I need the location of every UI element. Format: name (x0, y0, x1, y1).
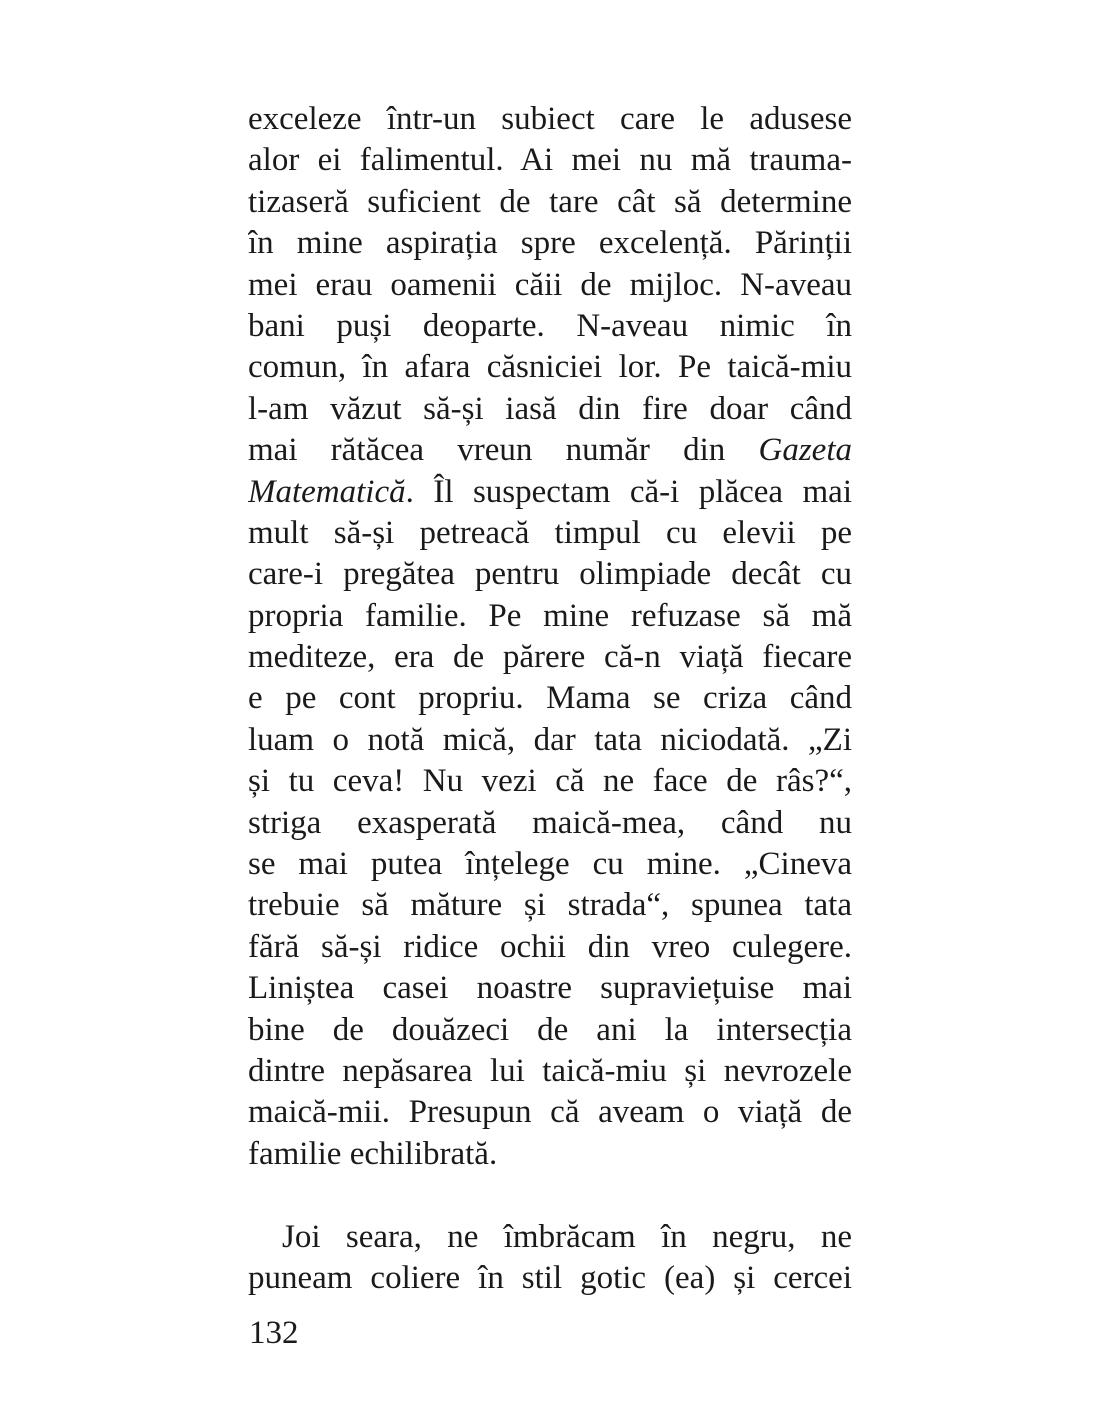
text-line (248, 637, 852, 678)
paragraph (248, 99, 852, 1175)
body-text: striga exasperată maică-mea, când nu (248, 804, 852, 841)
text-line (248, 844, 852, 885)
text-line (248, 140, 852, 181)
body-text: exceleze într-un subiect care le adusese (248, 101, 852, 137)
body-text: mai rătăcea vreun număr din (248, 432, 759, 469)
body-text: alor ei falimentul. Ai mei nu mă trauma- (248, 142, 852, 179)
text-line (248, 554, 852, 595)
body-text: l-am văzut să-și iasă din fire doar când (248, 390, 852, 427)
text-line (248, 430, 852, 471)
body-text: puneam coliere în stil gotic (ea) și cercei (248, 1259, 852, 1296)
body-text: familie echilibrată. (248, 1135, 498, 1172)
text-line (248, 761, 852, 802)
paragraph (248, 1217, 852, 1300)
body-text: în mine aspirația spre excelență. Părinții (248, 225, 852, 262)
page-number: 132 (249, 1315, 299, 1351)
body-text: fără să-și ridice ochii din vreo culegere. (248, 928, 852, 965)
page-text (248, 99, 852, 1299)
body-text: care-i pregătea pentru olimpiade decât cu (248, 556, 852, 593)
body-text: dintre nepăsarea lui taică-miu și nevrozele (248, 1052, 852, 1089)
text-line (248, 1051, 852, 1092)
text-line (248, 596, 852, 637)
text-line (248, 1134, 852, 1175)
text-line (248, 347, 852, 388)
text-line (248, 389, 852, 430)
body-text: e pe cont propriu. Mama se criza când (248, 680, 852, 717)
text-line (248, 927, 852, 968)
body-text: se mai putea înțelege cu mine. „Cineva (248, 846, 852, 883)
body-text: propria familie. Pe mine refuzase să mă (248, 597, 852, 634)
text-line (248, 99, 852, 140)
body-text: comun, în afara căsniciei lor. Pe taică-miu (248, 349, 852, 386)
text-line (248, 968, 852, 1009)
body-text: . Îl suspectam că-i plăcea mai (405, 473, 852, 510)
italic-text: Gazeta (758, 432, 852, 469)
body-text: mult să-și petreacă timpul cu elevii pe (248, 514, 852, 551)
body-text: mediteze, era de părere că-n viață fiecare (248, 639, 852, 676)
text-line (248, 885, 852, 926)
text-line (248, 720, 852, 761)
text-line (248, 1217, 852, 1258)
body-text: luam o notă mică, dar tata niciodată. „Zi (248, 721, 852, 758)
body-text: tizaseră suficient de tare cât să determine (248, 183, 852, 220)
text-line (248, 472, 852, 513)
text-line (248, 306, 852, 347)
text-line (248, 678, 852, 719)
text-line (248, 223, 852, 264)
italic-text: Matematică (248, 473, 406, 510)
text-line (248, 1092, 852, 1133)
text-line (248, 1010, 852, 1051)
text-line (248, 513, 852, 554)
text-line (248, 1258, 852, 1299)
body-text: bine de douăzeci de ani la intersecția (248, 1011, 852, 1048)
body-text: bani puși deoparte. N-aveau nimic în (248, 307, 852, 344)
body-text: și tu ceva! Nu vezi că ne face de râs?“, (248, 763, 852, 800)
text-line (248, 803, 852, 844)
body-text: trebuie să măture și strada“, spunea tata (248, 887, 852, 924)
text-line (248, 182, 852, 223)
body-text: mei erau oamenii căii de mijloc. N-aveau (248, 266, 852, 303)
body-text: Liniștea casei noastre supraviețuise mai (248, 970, 852, 1007)
text-line (248, 265, 852, 306)
body-text: Joi seara, ne îmbrăcam în negru, ne (282, 1218, 852, 1255)
body-text: maică-mii. Presupun că aveam o viață de (248, 1094, 852, 1131)
